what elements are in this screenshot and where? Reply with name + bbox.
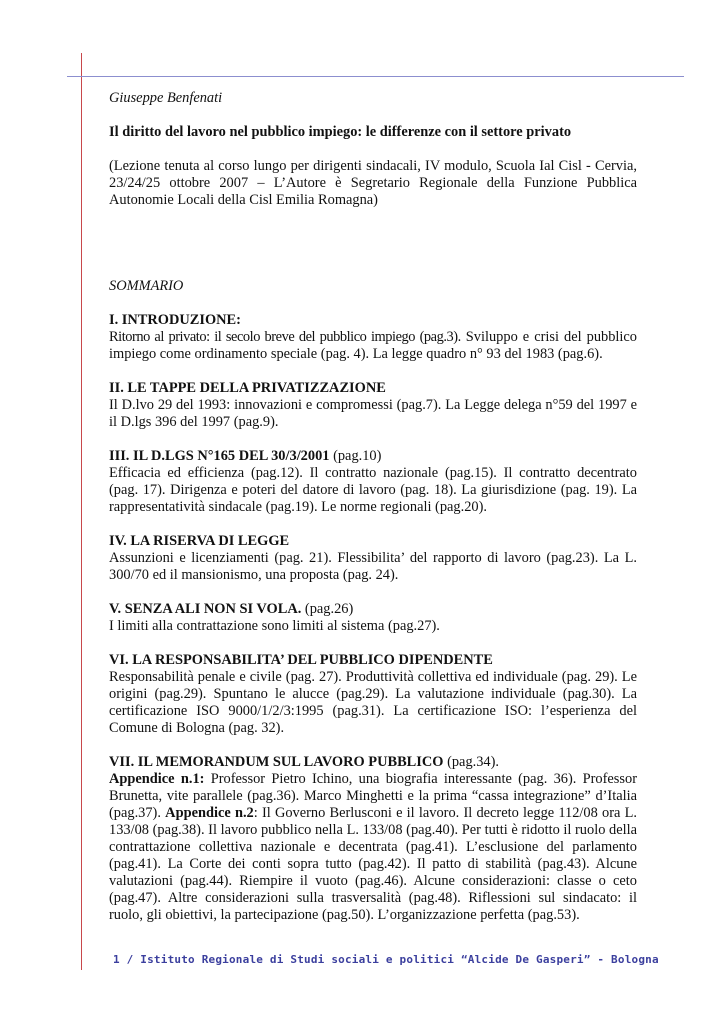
left-margin-rule bbox=[81, 53, 82, 970]
section-responsabilita bbox=[109, 652, 637, 737]
section-body: Il D.lvo 29 del 1993: innovazioni e compromessi (pag.7). La Legge delega n°59 del 1997 e il D.lgs 396 del 1997 (pag.9). bbox=[109, 397, 637, 430]
section-privatizzazione bbox=[109, 380, 637, 431]
section-heading-line bbox=[109, 601, 637, 618]
section-body-part: Ritorno al privato: il secolo breve del pubblico impiego (pag.3). bbox=[109, 329, 461, 345]
section-body bbox=[109, 771, 637, 924]
section-heading-page: (pag.34). bbox=[443, 754, 500, 770]
section-heading: I. INTRODUZIONE: bbox=[109, 312, 241, 328]
section-heading-line bbox=[109, 754, 637, 771]
section-heading: VII. IL MEMORANDUM SUL LAVORO PUBBLICO bbox=[109, 754, 444, 770]
section-body: Efficacia ed efficienza (pag.12). Il contratto nazionale (pag.15). Il contratto decentrato (pag. 17). Dirigenza e poteri del datore di lavoro (pag. 18). La giurisdizione (pag. 19). La rappresentatività sindacale (pag.19). Le norme regionali (pag.20). bbox=[109, 465, 637, 515]
top-header-rule bbox=[67, 76, 684, 77]
appendix-1-text: Professor Pietro Ichino, una biografia interessante (pag. 36). Professor Brunetta, vite parallele (pag.36). Marco Minghetti e la prima “cassa integrazione” d’Italia (pag.37). bbox=[109, 771, 637, 821]
section-heading: II. LE TAPPE DELLA PRIVATIZZAZIONE bbox=[109, 380, 386, 396]
section-heading: IV. LA RISERVA DI LEGGE bbox=[109, 533, 290, 549]
lecture-note: (Lezione tenuta al corso lungo per dirigenti sindacali, IV modulo, Scuola Ial Cisl - Cervia, 23/24/25 ottobre 2007 – L’Autore è Segretario Regionale della Funzione Pubblica Autonomie Locali della Cisl Emilia Romagna) bbox=[109, 158, 637, 208]
author-name: Giuseppe Benfenati bbox=[109, 90, 223, 106]
section-heading: VI. LA RESPONSABILITA’ DEL PUBBLICO DIPENDENTE bbox=[109, 652, 493, 668]
appendix-2-label: Appendice n.2 bbox=[165, 805, 254, 821]
appendix-1-label: Appendice n.1: bbox=[109, 771, 205, 787]
page-footer: 1 / Istituto Regionale di Studi sociali e politici “Alcide De Gasperi” - Bologna bbox=[113, 953, 659, 966]
section-heading-page: (pag.10) bbox=[329, 448, 382, 464]
section-riserva-di-legge bbox=[109, 533, 637, 584]
section-dlgs-165 bbox=[109, 448, 637, 516]
document-body bbox=[109, 90, 637, 941]
section-heading: V. SENZA ALI NON SI VOLA. bbox=[109, 601, 302, 617]
summary-heading: SOMMARIO bbox=[109, 278, 184, 294]
section-introduzione bbox=[109, 312, 637, 363]
section-body: I limiti alla contrattazione sono limiti al sistema (pag.27). bbox=[109, 618, 440, 634]
section-body: Assunzioni e licenziamenti (pag. 21). Flessibilita’ del rapporto di lavoro (pag.23). La L. 300/70 ed il mansionismo, una proposta (pag. 24). bbox=[109, 550, 637, 583]
section-body-part: Sviluppo e crisi del pubblico impiego come ordinamento speciale (pag. 4). La legge quadro n° 93 del 1983 (pag.6). bbox=[109, 329, 637, 362]
section-heading-line bbox=[109, 448, 637, 465]
appendix-2-text: : Il Governo Berlusconi e il lavoro. Il decreto legge 112/08 ora L. 133/08 (pag.38). Il lavoro pubblico nella L. 133/08 (pag.40). Per tutti è ridotto il ruolo della contrattazione collettiva nazionale e decentrata (pag.41). L’esclusione del parlamento (pag.41). La Corte dei conti sopra tutto (pag.42). Il patto di stabilità (pag.43). Alcune valutazioni (pag.44). Riempire il vuoto (pag.46). Alcune considerazioni: classe o ceto (pag.47). Altre considerazioni sulla trasversalità (pag.48). Riflessioni sul sindacato: il ruolo, gli obiettivi, la partecipazione (pag.50). L’organizzazione perfetta (pag.53). bbox=[109, 805, 638, 923]
section-memorandum bbox=[109, 754, 637, 924]
section-senza-ali bbox=[109, 601, 637, 635]
section-body bbox=[109, 329, 637, 363]
section-heading: III. IL D.LGS N°165 DEL 30/3/2001 bbox=[109, 448, 330, 464]
section-heading-page: (pag.26) bbox=[301, 601, 354, 617]
section-body: Responsabilità penale e civile (pag. 27). Produttività collettiva ed individuale (pag. 29). Le origini (pag.29). Spuntano le alucce (pag.29). La valutazione individuale (pag.30). La certificazione ISO 9000/1/2/3:1995 (pag.31). La certificazione ISO: l’esperienza del Comune di Bologna (pag. 32). bbox=[109, 669, 637, 736]
document-title: Il diritto del lavoro nel pubblico impiego: le differenze con il settore privato bbox=[109, 124, 572, 140]
